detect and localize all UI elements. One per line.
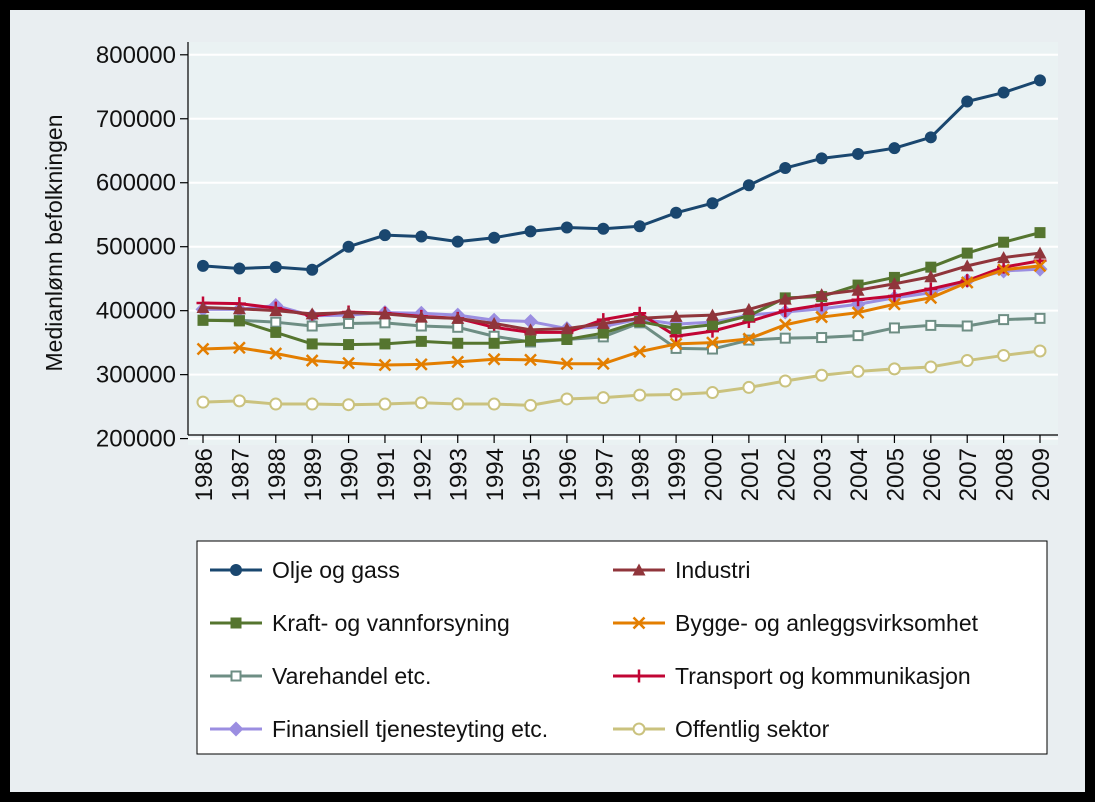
data-point xyxy=(452,399,463,410)
data-point xyxy=(270,327,281,338)
data-point xyxy=(598,223,609,234)
data-point xyxy=(489,338,500,349)
data-point xyxy=(816,370,827,381)
data-point xyxy=(343,241,354,252)
x-tick-label: 2006 xyxy=(918,448,946,502)
legend-label: Varehandel etc. xyxy=(272,663,432,689)
data-point xyxy=(962,355,973,366)
x-tick-label: 2007 xyxy=(955,448,983,502)
data-point xyxy=(1035,345,1046,356)
data-point xyxy=(452,338,463,349)
x-tick-label: 1989 xyxy=(300,448,328,502)
data-point xyxy=(890,323,899,332)
legend-label: Offentlig sektor xyxy=(675,716,830,742)
x-tick-label: 1987 xyxy=(227,448,255,502)
data-point xyxy=(1036,314,1045,323)
data-point xyxy=(489,232,500,243)
x-tick-label: 1994 xyxy=(482,448,510,502)
x-tick-label: 1991 xyxy=(372,448,400,502)
data-point xyxy=(780,376,791,387)
data-point xyxy=(307,264,318,275)
x-tick-label: 2002 xyxy=(773,448,801,502)
data-point xyxy=(561,334,572,345)
data-point xyxy=(962,248,973,259)
y-axis xyxy=(96,42,188,453)
x-tick-label: 2000 xyxy=(700,448,728,502)
data-point xyxy=(561,222,572,233)
data-point xyxy=(707,319,718,330)
x-tick-label: 2004 xyxy=(846,448,874,502)
data-point xyxy=(998,237,1009,248)
legend-swatch-marker xyxy=(634,724,645,735)
data-point xyxy=(743,382,754,393)
data-point xyxy=(234,263,245,274)
data-point xyxy=(525,400,536,411)
data-point xyxy=(743,180,754,191)
data-point xyxy=(999,315,1008,324)
data-point xyxy=(817,333,826,342)
x-tick-label: 1998 xyxy=(627,448,655,502)
data-point xyxy=(853,148,864,159)
data-point xyxy=(308,322,317,331)
y-tick-label: 800000 xyxy=(95,41,176,69)
legend-label: Bygge- og anleggsvirksomhet xyxy=(675,610,978,636)
data-point xyxy=(925,132,936,143)
x-tick-label: 1990 xyxy=(336,448,364,502)
data-point xyxy=(963,322,972,331)
data-point xyxy=(634,221,645,232)
data-point xyxy=(854,331,863,340)
data-point xyxy=(453,323,462,332)
data-point xyxy=(671,207,682,218)
data-point xyxy=(417,322,426,331)
data-point xyxy=(780,163,791,174)
data-point xyxy=(234,315,245,326)
data-point xyxy=(380,318,389,327)
data-point xyxy=(598,392,609,403)
data-point xyxy=(379,338,390,349)
data-point xyxy=(925,361,936,372)
y-tick-label: 300000 xyxy=(95,361,176,389)
data-point xyxy=(271,318,280,327)
data-point xyxy=(416,336,427,347)
chart-panel xyxy=(10,10,1085,792)
legend-swatch-marker xyxy=(231,618,242,629)
data-point xyxy=(234,395,245,406)
x-tick-label: 1993 xyxy=(445,448,473,502)
data-point xyxy=(889,143,900,154)
x-tick-label: 1992 xyxy=(409,448,437,502)
legend-label: Industri xyxy=(675,557,751,583)
data-point xyxy=(416,397,427,408)
data-point xyxy=(198,315,209,326)
data-point xyxy=(452,236,463,247)
data-point xyxy=(416,231,427,242)
data-point xyxy=(379,399,390,410)
data-point xyxy=(962,96,973,107)
legend-swatch-marker xyxy=(231,565,242,576)
plot-region xyxy=(188,42,1058,445)
data-point xyxy=(270,399,281,410)
x-tick-label: 2001 xyxy=(736,448,764,502)
legend-label: Kraft- og vannforsyning xyxy=(272,610,510,636)
data-point xyxy=(781,334,790,343)
x-tick-label: 1997 xyxy=(591,448,619,502)
x-tick-label: 1986 xyxy=(191,448,218,502)
x-tick-label: 2008 xyxy=(991,448,1019,502)
x-tick-label: 2009 xyxy=(1028,448,1055,502)
data-point xyxy=(1035,75,1046,86)
data-point xyxy=(926,321,935,330)
data-point xyxy=(525,226,536,237)
data-point xyxy=(671,323,682,334)
legend-label: Finansiell tjenesteyting etc. xyxy=(272,716,549,742)
y-tick-label: 400000 xyxy=(95,297,176,325)
data-point xyxy=(1035,227,1046,238)
legend-label: Transport og kommunikasjon xyxy=(675,663,971,689)
x-tick-label: 1999 xyxy=(664,448,692,502)
data-point xyxy=(707,198,718,209)
y-tick-label: 200000 xyxy=(95,425,176,453)
data-point xyxy=(707,387,718,398)
y-tick-label: 500000 xyxy=(95,233,176,261)
data-point xyxy=(853,366,864,377)
data-point xyxy=(379,230,390,241)
data-point xyxy=(198,260,209,271)
data-point xyxy=(525,335,536,346)
data-point xyxy=(998,87,1009,98)
x-tick-label: 1995 xyxy=(518,448,546,502)
x-tick-label: 1996 xyxy=(554,448,582,502)
data-point xyxy=(198,397,209,408)
data-point xyxy=(561,393,572,404)
data-point xyxy=(598,328,609,339)
data-point xyxy=(307,338,318,349)
data-point xyxy=(489,399,500,410)
y-axis-title: Medianlønn befolkningen xyxy=(41,114,67,372)
y-tick-label: 700000 xyxy=(95,105,176,133)
data-point xyxy=(344,319,353,328)
data-point xyxy=(889,363,900,374)
line-chart xyxy=(10,10,1085,792)
data-point xyxy=(270,262,281,273)
data-point xyxy=(307,399,318,410)
legend-swatch-marker xyxy=(232,672,241,681)
data-point xyxy=(634,390,645,401)
data-point xyxy=(998,350,1009,361)
x-tick-label: 2003 xyxy=(809,448,837,502)
x-tick-label: 1988 xyxy=(263,448,291,502)
data-point xyxy=(671,389,682,400)
x-tick-label: 2005 xyxy=(882,448,910,502)
data-point xyxy=(343,399,354,410)
y-tick-label: 600000 xyxy=(95,169,176,197)
data-point xyxy=(816,153,827,164)
legend-label: Olje og gass xyxy=(272,557,400,583)
data-point xyxy=(343,339,354,350)
